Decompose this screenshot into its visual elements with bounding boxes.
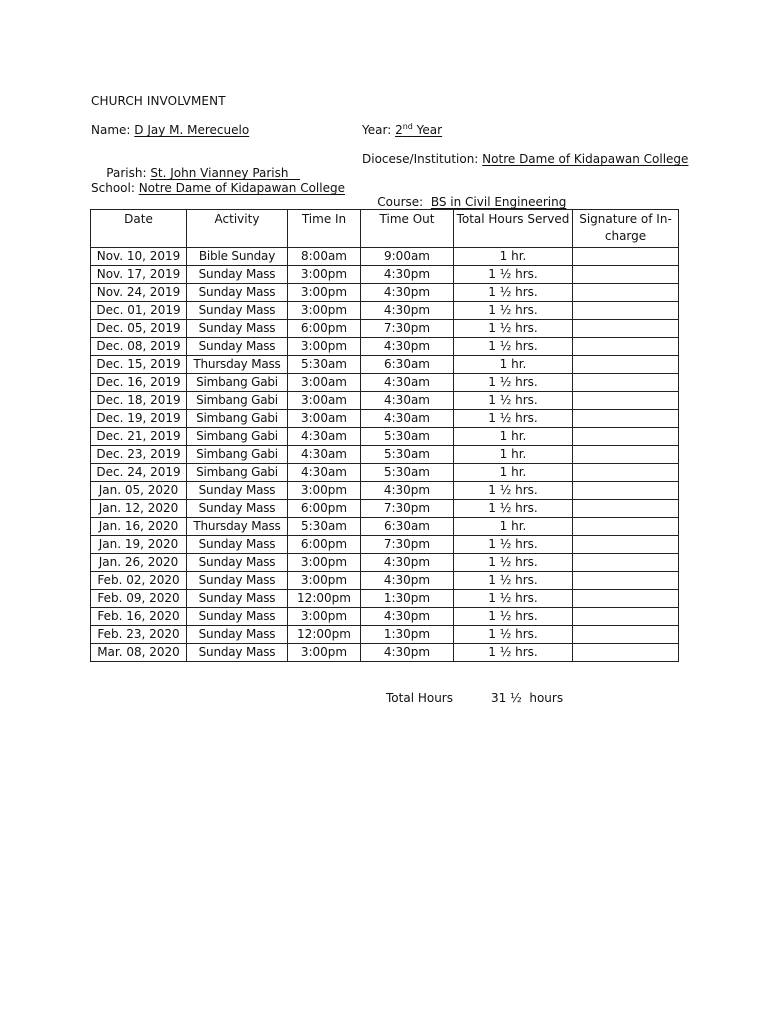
parish-label: Parish: (106, 166, 151, 180)
time-out-cell: 5:30am (361, 464, 454, 482)
date-cell: Dec. 24, 2019 (91, 464, 187, 482)
header-time-in: Time In (288, 210, 361, 248)
time-in-cell: 3:00pm (288, 572, 361, 590)
hours-cell: 1 hr. (454, 446, 573, 464)
time-out-cell: 7:30pm (361, 320, 454, 338)
hours-cell: 1 hr. (454, 248, 573, 266)
hours-cell: 1 ½ hrs. (454, 374, 573, 392)
course-label: Course: (377, 195, 431, 209)
activity-cell: Sunday Mass (187, 500, 288, 518)
date-cell: Feb. 02, 2020 (91, 572, 187, 590)
activity-cell: Sunday Mass (187, 590, 288, 608)
hours-cell: 1 ½ hrs. (454, 338, 573, 356)
activity-cell: Sunday Mass (187, 320, 288, 338)
hours-cell: 1 ½ hrs. (454, 302, 573, 320)
signature-cell (573, 608, 679, 626)
activity-cell: Simbang Gabi (187, 392, 288, 410)
table-row (91, 284, 679, 302)
header-total-hours: Total Hours Served (454, 210, 573, 248)
activity-cell: Sunday Mass (187, 608, 288, 626)
table-row (91, 446, 679, 464)
hours-cell: 1 ½ hrs. (454, 590, 573, 608)
time-out-cell: 4:30pm (361, 338, 454, 356)
hours-cell: 1 ½ hrs. (454, 572, 573, 590)
time-in-cell: 4:30am (288, 428, 361, 446)
time-out-cell: 6:30am (361, 518, 454, 536)
table-row (91, 572, 679, 590)
table-row (91, 428, 679, 446)
signature-cell (573, 572, 679, 590)
time-in-cell: 3:00am (288, 392, 361, 410)
table-row (91, 338, 679, 356)
diocese-field (362, 152, 688, 166)
name-field (91, 123, 249, 137)
diocese-label: Diocese/Institution: (362, 152, 483, 166)
time-in-cell: 3:00pm (288, 482, 361, 500)
table-header-row (91, 210, 679, 248)
hours-cell: 1 ½ hrs. (454, 554, 573, 572)
signature-cell (573, 248, 679, 266)
signature-cell (573, 536, 679, 554)
table-row (91, 644, 679, 662)
table-row (91, 464, 679, 482)
time-in-cell: 3:00pm (288, 608, 361, 626)
time-out-cell: 4:30pm (361, 482, 454, 500)
date-cell: Dec. 23, 2019 (91, 446, 187, 464)
time-in-cell: 6:00pm (288, 320, 361, 338)
hours-cell: 1 ½ hrs. (454, 284, 573, 302)
hours-cell: 1 hr. (454, 464, 573, 482)
hours-cell: 1 ½ hrs. (454, 536, 573, 554)
table-row (91, 266, 679, 284)
table-row (91, 392, 679, 410)
hours-cell: 1 hr. (454, 356, 573, 374)
date-cell: Feb. 16, 2020 (91, 608, 187, 626)
date-cell: Dec. 18, 2019 (91, 392, 187, 410)
signature-cell (573, 284, 679, 302)
date-cell: Jan. 19, 2020 (91, 536, 187, 554)
time-in-cell: 12:00pm (288, 626, 361, 644)
time-in-cell: 3:00am (288, 410, 361, 428)
signature-cell (573, 500, 679, 518)
hours-cell: 1 ½ hrs. (454, 392, 573, 410)
date-cell: Feb. 23, 2020 (91, 626, 187, 644)
time-in-cell: 3:00pm (288, 284, 361, 302)
activity-cell: Simbang Gabi (187, 410, 288, 428)
time-in-cell: 12:00pm (288, 590, 361, 608)
time-out-cell: 4:30pm (361, 302, 454, 320)
table-row (91, 590, 679, 608)
signature-cell (573, 320, 679, 338)
time-in-cell: 3:00am (288, 374, 361, 392)
date-cell: Nov. 10, 2019 (91, 248, 187, 266)
hours-cell: 1 ½ hrs. (454, 644, 573, 662)
date-cell: Jan. 26, 2020 (91, 554, 187, 572)
date-cell: Jan. 12, 2020 (91, 500, 187, 518)
school-value: Notre Dame of Kidapawan College (138, 181, 345, 195)
header-activity: Activity (187, 210, 288, 248)
hours-cell: 1 ½ hrs. (454, 266, 573, 284)
date-cell: Nov. 24, 2019 (91, 284, 187, 302)
signature-cell (573, 626, 679, 644)
total-hours-label: Total Hours (386, 691, 453, 705)
time-out-cell: 4:30am (361, 392, 454, 410)
date-cell: Dec. 16, 2019 (91, 374, 187, 392)
name-value: D Jay M. Merecuelo (134, 123, 250, 137)
signature-cell (573, 518, 679, 536)
time-out-cell: 1:30pm (361, 626, 454, 644)
parish-value: St. John Vianney Parish (150, 166, 300, 180)
time-in-cell: 6:00pm (288, 500, 361, 518)
diocese-value: Notre Dame of Kidapawan College (482, 152, 689, 166)
table-row (91, 248, 679, 266)
table-row (91, 608, 679, 626)
table-row (91, 536, 679, 554)
header-time-out: Time Out (361, 210, 454, 248)
hours-cell: 1 ½ hrs. (454, 608, 573, 626)
year-label: Year: (362, 123, 396, 137)
time-out-cell: 4:30pm (361, 572, 454, 590)
date-cell: Dec. 15, 2019 (91, 356, 187, 374)
time-in-cell: 3:00pm (288, 302, 361, 320)
table-row (91, 320, 679, 338)
time-in-cell: 5:30am (288, 518, 361, 536)
course-value: BS in Civil Engineering (430, 195, 567, 209)
table-row (91, 356, 679, 374)
activity-cell: Sunday Mass (187, 302, 288, 320)
time-in-cell: 4:30am (288, 464, 361, 482)
date-cell: Dec. 05, 2019 (91, 320, 187, 338)
activity-cell: Thursday Mass (187, 356, 288, 374)
hours-cell: 1 ½ hrs. (454, 410, 573, 428)
time-out-cell: 4:30am (361, 374, 454, 392)
time-in-cell: 3:00pm (288, 644, 361, 662)
date-cell: Dec. 19, 2019 (91, 410, 187, 428)
time-out-cell: 1:30pm (361, 590, 454, 608)
table-row (91, 374, 679, 392)
signature-cell (573, 338, 679, 356)
signature-cell (573, 374, 679, 392)
date-cell: Feb. 09, 2020 (91, 590, 187, 608)
table-row (91, 500, 679, 518)
table-row (91, 554, 679, 572)
activity-cell: Sunday Mass (187, 536, 288, 554)
signature-cell (573, 446, 679, 464)
signature-cell (573, 482, 679, 500)
signature-cell (573, 590, 679, 608)
signature-cell (573, 554, 679, 572)
time-out-cell: 4:30pm (361, 284, 454, 302)
hours-cell: 1 ½ hrs. (454, 500, 573, 518)
date-cell: Dec. 01, 2019 (91, 302, 187, 320)
activity-cell: Simbang Gabi (187, 464, 288, 482)
hours-cell: 1 ½ hrs. (454, 320, 573, 338)
activity-cell: Sunday Mass (187, 626, 288, 644)
table-row (91, 302, 679, 320)
time-out-cell: 7:30pm (361, 500, 454, 518)
time-out-cell: 9:00am (361, 248, 454, 266)
activity-cell: Simbang Gabi (187, 374, 288, 392)
hours-cell: 1 hr. (454, 428, 573, 446)
hours-cell: 1 ½ hrs. (454, 482, 573, 500)
table-row (91, 482, 679, 500)
activity-cell: Sunday Mass (187, 284, 288, 302)
signature-cell (573, 356, 679, 374)
date-cell: Mar. 08, 2020 (91, 644, 187, 662)
name-label: Name: (91, 123, 135, 137)
date-cell: Nov. 17, 2019 (91, 266, 187, 284)
time-in-cell: 5:30am (288, 356, 361, 374)
year-number: 2 (395, 123, 403, 137)
time-out-cell: 4:30pm (361, 266, 454, 284)
time-in-cell: 4:30am (288, 446, 361, 464)
time-out-cell: 4:30pm (361, 554, 454, 572)
signature-cell (573, 302, 679, 320)
signature-cell (573, 410, 679, 428)
time-out-cell: 6:30am (361, 356, 454, 374)
date-cell: Dec. 21, 2019 (91, 428, 187, 446)
table-row (91, 518, 679, 536)
table-body (91, 248, 679, 662)
time-out-cell: 5:30am (361, 428, 454, 446)
total-hours-value: 31 ½ hours (491, 691, 564, 705)
activity-cell: Thursday Mass (187, 518, 288, 536)
time-out-cell: 7:30pm (361, 536, 454, 554)
header-signature: Signature of In-charge (573, 210, 679, 248)
signature-cell (573, 266, 679, 284)
time-in-cell: 6:00pm (288, 536, 361, 554)
year-field (362, 123, 442, 137)
hours-cell: 1 hr. (454, 518, 573, 536)
activity-cell: Sunday Mass (187, 644, 288, 662)
activity-cell: Simbang Gabi (187, 446, 288, 464)
year-word: Year (412, 123, 443, 137)
activity-cell: Sunday Mass (187, 554, 288, 572)
time-in-cell: 8:00am (288, 248, 361, 266)
table-row (91, 626, 679, 644)
date-cell: Jan. 05, 2020 (91, 482, 187, 500)
date-cell: Jan. 16, 2020 (91, 518, 187, 536)
activity-cell: Simbang Gabi (187, 428, 288, 446)
hours-cell: 1 ½ hrs. (454, 626, 573, 644)
school-label: School: (91, 181, 139, 195)
time-out-cell: 5:30am (361, 446, 454, 464)
time-out-cell: 4:30am (361, 410, 454, 428)
signature-cell (573, 428, 679, 446)
date-cell: Dec. 08, 2019 (91, 338, 187, 356)
activity-cell: Sunday Mass (187, 572, 288, 590)
time-out-cell: 4:30pm (361, 644, 454, 662)
time-in-cell: 3:00pm (288, 554, 361, 572)
activity-cell: Sunday Mass (187, 338, 288, 356)
signature-cell (573, 464, 679, 482)
school-field (91, 181, 345, 195)
year-ordinal: nd (402, 122, 413, 131)
document-title: CHURCH INVOLVMENT (91, 94, 226, 108)
time-in-cell: 3:00pm (288, 266, 361, 284)
activity-cell: Sunday Mass (187, 482, 288, 500)
header-date: Date (91, 210, 187, 248)
table-row (91, 410, 679, 428)
time-in-cell: 3:00pm (288, 338, 361, 356)
activity-cell: Sunday Mass (187, 266, 288, 284)
time-out-cell: 4:30pm (361, 608, 454, 626)
signature-cell (573, 392, 679, 410)
signature-cell (573, 644, 679, 662)
involvement-table (90, 209, 679, 662)
activity-cell: Bible Sunday (187, 248, 288, 266)
